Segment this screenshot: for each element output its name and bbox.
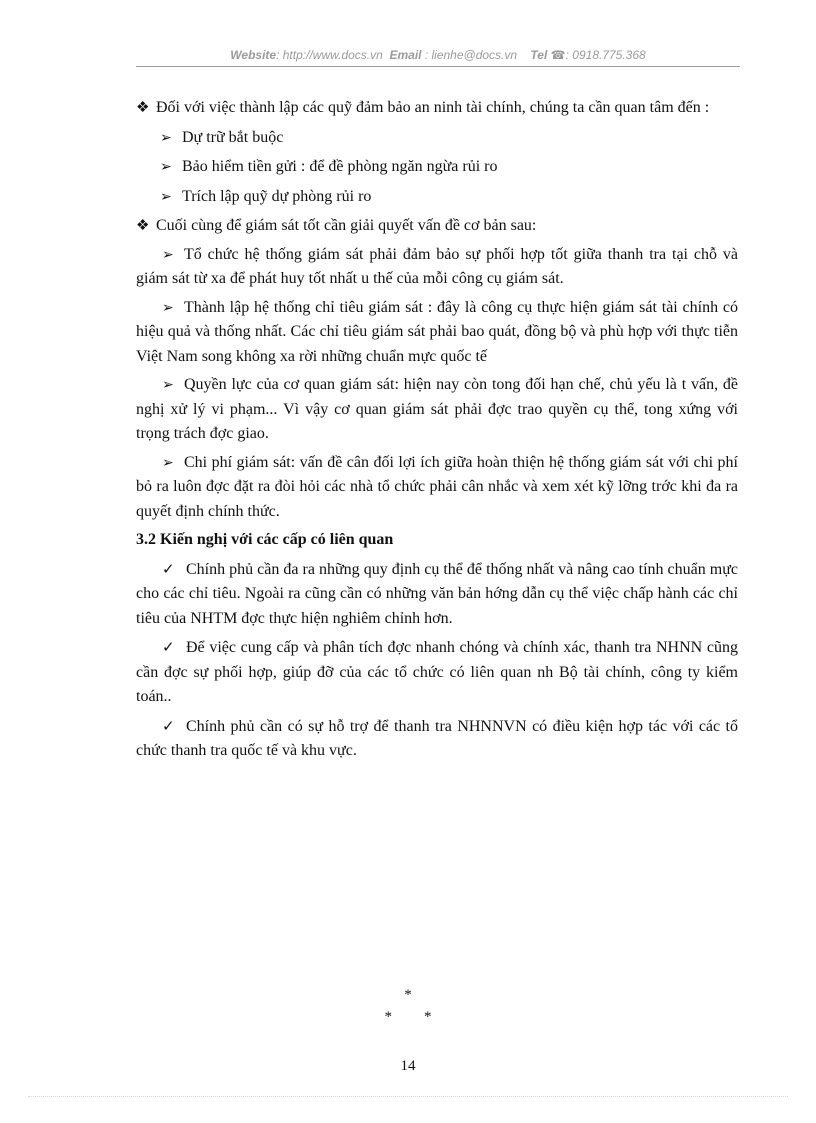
diamond-bullet-icon: ❖ bbox=[136, 218, 150, 234]
email-value: : lienhe@docs.vn bbox=[421, 48, 518, 62]
header-divider bbox=[136, 66, 740, 67]
footer-divider bbox=[28, 1096, 788, 1097]
sub-item bbox=[136, 185, 738, 210]
recommendation bbox=[136, 714, 738, 764]
star-top: * bbox=[404, 987, 412, 1003]
sub-item-text: Bảo hiểm tiền gửi : để đề phòng ngăn ngừa rủi ro bbox=[182, 158, 498, 175]
page-header bbox=[136, 48, 740, 62]
page-number: 14 bbox=[400, 1058, 416, 1074]
website-label: Website bbox=[230, 48, 277, 62]
paragraph bbox=[136, 243, 738, 292]
phone-icon: ☎ bbox=[550, 48, 566, 62]
paragraph bbox=[136, 451, 738, 525]
checkmark-icon: ✓ bbox=[162, 638, 175, 656]
bullet-item bbox=[136, 214, 738, 239]
tel-value: : 0918.775.368 bbox=[565, 48, 646, 62]
sub-item-text: Trích lập quỹ dự phòng rủi ro bbox=[182, 187, 372, 205]
paragraph-text: Chi phí giám sát: vấn đề cân đối lợi ích giữa hoàn thiện hệ thống giám sát với chi phí bỏ ra luôn đợc đặt ra đòi hỏi các nhà tổ chức phải cân nhắc và xem xét kỹ lỡng trớc khi đa ra quyết định chính thức. bbox=[136, 453, 738, 520]
arrow-bullet-icon: ➢ bbox=[162, 299, 174, 316]
paragraph-text: Quyền lực của cơ quan giám sát: hiện nay còn tong đối hạn chế, chủ yếu là t vấn, đề nghị xử lý vi phạm... Vì vậy cơ quan giám sát phải đợc trao quyền cụ thể, tong xứng với trọng trách đợc giao. bbox=[136, 376, 738, 442]
paragraph bbox=[136, 373, 738, 447]
paragraph-text: Thành lập hệ thống chỉ tiêu giám sát : đây là công cụ thực hiện giám sát tài chính có hiệu quả và thống nhất. Các chỉ tiêu giám sát phải bao quát, đồng bộ và phù hợp với thực tiễn Việt Nam song không xa rời những chuẩn mực quốc tế bbox=[136, 298, 738, 365]
tel-label: Tel bbox=[530, 48, 548, 62]
checkmark-icon: ✓ bbox=[162, 716, 175, 735]
sub-item bbox=[136, 126, 738, 151]
checkmark-icon: ✓ bbox=[162, 559, 175, 578]
arrow-bullet-icon: ➢ bbox=[160, 159, 172, 175]
website-value: : http://www.docs.vn bbox=[276, 48, 383, 62]
arrow-bullet-icon: ➢ bbox=[162, 454, 174, 471]
diamond-bullet-icon: ❖ bbox=[136, 100, 150, 116]
arrow-bullet-icon: ➢ bbox=[160, 188, 172, 205]
bullet-text: Đối với việc thành lập các quỹ đảm bảo an ninh tài chính, chúng ta cần quan tâm đến : bbox=[156, 99, 710, 116]
recommendation bbox=[136, 557, 738, 632]
star-bottom: ** bbox=[384, 1009, 464, 1025]
recommendation-text: Chính phủ cần có sự hỗ trợ để thanh tra NHNNVN có điều kiện hợp tác với các tổ chức thanh tra quốc tế và khu vực. bbox=[136, 717, 738, 759]
email-label: Email bbox=[389, 48, 422, 62]
document-body bbox=[136, 96, 738, 768]
arrow-bullet-icon: ➢ bbox=[162, 246, 174, 263]
recommendation-text: Để việc cung cấp và phân tích đợc nhanh chóng và chính xác, thanh tra NHNN cũng cần đợc sự phối hợp, giúp đỡ của các tổ chức có liên quan nh Bộ tài chính, công ty kiểm toán.. bbox=[136, 639, 738, 705]
recommendation-text: Chính phủ cần đa ra những quy định cụ thể để thống nhất và nâng cao tính chuẩn mực cho các chỉ tiêu. Ngoài ra cũng cần có những văn bản hớng dẫn cụ thể việc chấp hành các chỉ tiêu của NHTM đợc thực hiện nghiêm chỉnh hơn. bbox=[136, 560, 738, 627]
sub-item bbox=[136, 155, 738, 180]
section-heading: 3.2 Kiến nghị với các cấp có liên quan bbox=[136, 531, 394, 548]
bullet-item bbox=[136, 96, 738, 121]
recommendation bbox=[136, 635, 738, 710]
paragraph-text: Tổ chức hệ thống giám sát phải đảm bảo sự phối hợp tốt giữa thanh tra tại chỗ và giám sát từ xa để phát huy tốt nhất u thế của mỗi công cụ giám sát. bbox=[136, 245, 738, 287]
arrow-bullet-icon: ➢ bbox=[160, 129, 172, 146]
arrow-bullet-icon: ➢ bbox=[162, 377, 174, 393]
section-end-stars bbox=[0, 984, 816, 1028]
paragraph bbox=[136, 296, 738, 370]
bullet-text: Cuối cùng để giám sát tốt cần giải quyết vấn đề cơ bản sau: bbox=[156, 217, 537, 234]
sub-item-text: Dự trữ bắt buộc bbox=[182, 128, 284, 146]
